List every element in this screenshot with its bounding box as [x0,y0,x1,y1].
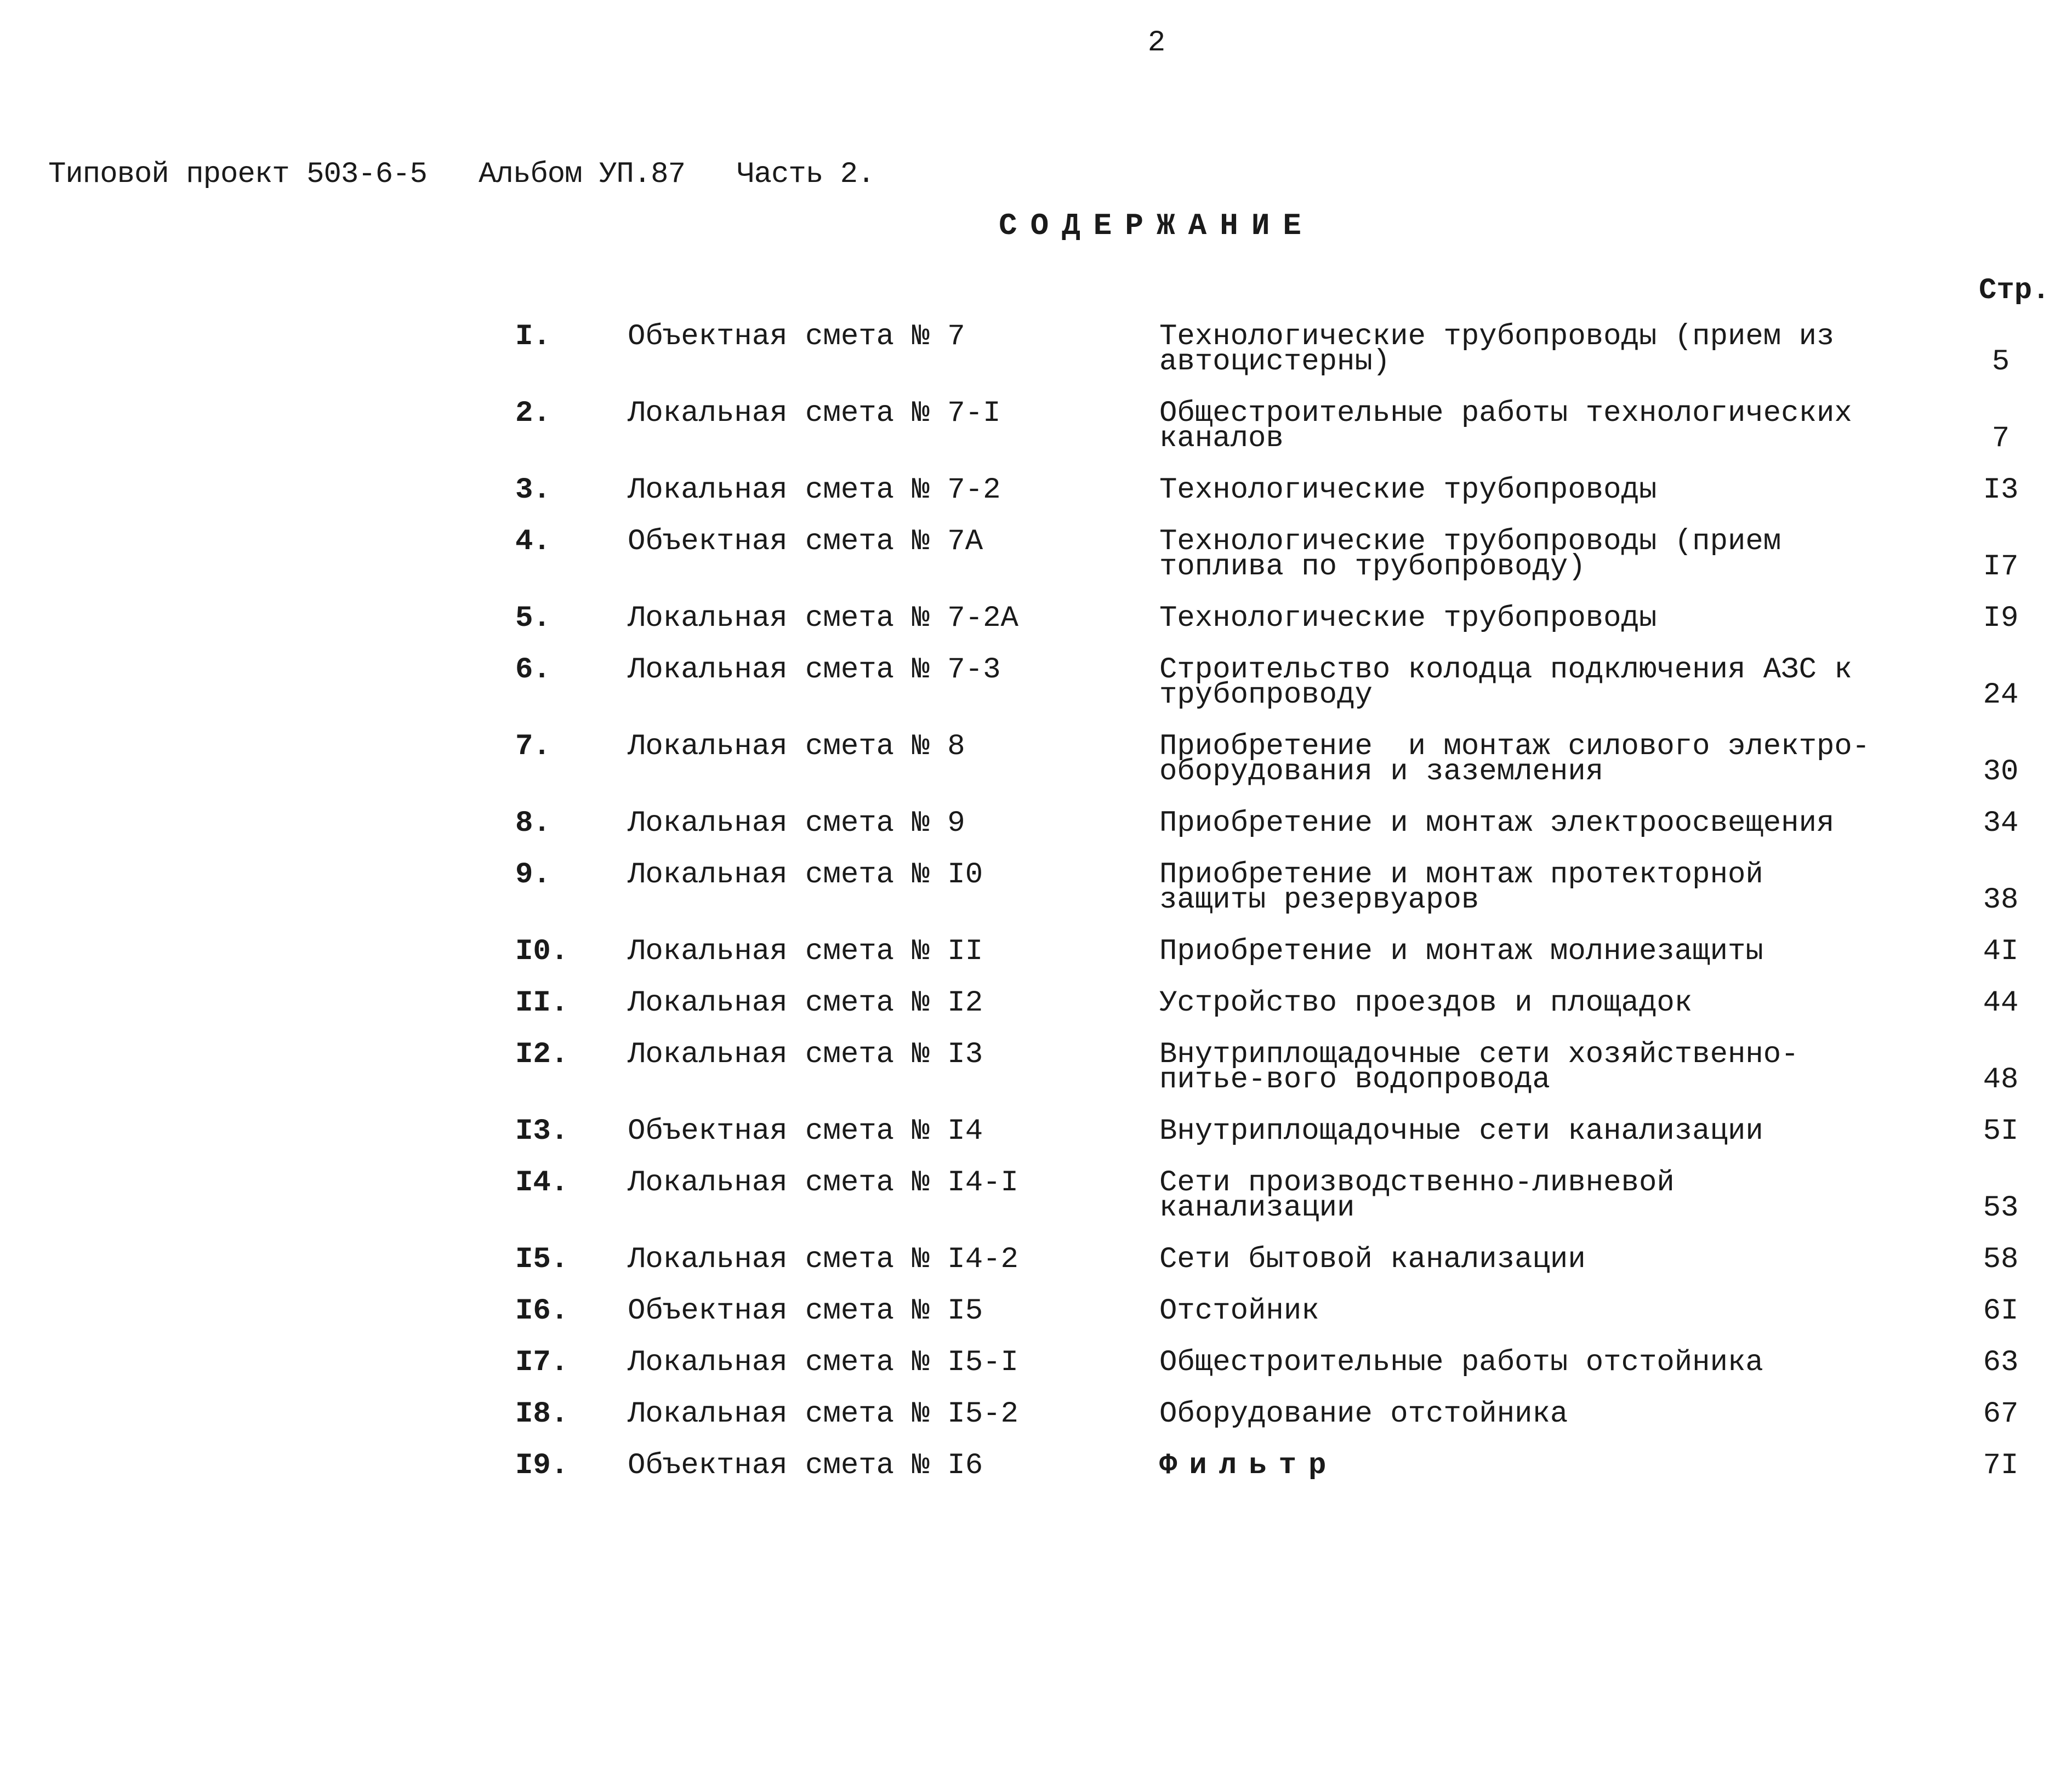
entry-description: Технологические трубопроводы [1159,602,1657,635]
entry-page-number: I3 [1983,473,2019,507]
entry-number: I8. [515,1397,569,1431]
entry-number: I4. [515,1166,569,1200]
entry-page-number: 53 [1983,1191,2019,1225]
entry-number: I3. [515,1115,569,1148]
entry-description: Приобретение и монтаж протекторной защиты резервуаров [1159,858,1781,917]
entry-number: I2. [515,1038,569,1071]
entry-number: I7. [515,1346,569,1379]
toc-entry [0,1397,2072,1431]
entry-page-number: 5 [1991,345,2010,379]
entry-description: Приобретение и монтаж молниезащиты [1159,935,1763,968]
page-number: 2 [1147,26,1166,60]
entry-page-number: 6I [1983,1294,2019,1328]
toc-entry [0,1166,2072,1225]
toc-entry [0,1449,2072,1482]
contents-title: СОДЕРЖАНИЕ [998,208,1315,243]
entry-description: Сети бытовой канализации [1159,1243,1586,1276]
estimate-name: Локальная смета № 9 [628,807,965,840]
toc-entry [0,320,2072,379]
toc-entry [0,858,2072,917]
estimate-name: Локальная смета № II [628,935,983,968]
estimate-name: Локальная смета № 8 [628,730,965,763]
entry-description: Общестроительные работы технологических каналов [1159,397,1870,455]
toc-entry [0,935,2072,968]
estimate-name: Локальная смета № I2 [628,986,983,1020]
entry-number: I9. [515,1449,569,1482]
entry-description: Внутриплощадочные сети хозяйственно-питье-вого водопровода [1159,1038,1799,1097]
entry-number: I0. [515,935,569,968]
estimate-name: Локальная смета № 7-3 [628,653,1001,687]
toc-entry [0,1294,2072,1328]
entry-number: I5. [515,1243,569,1276]
estimate-name: Локальная смета № I4-I [628,1166,1018,1200]
entry-page-number: 58 [1983,1243,2019,1276]
estimate-name: Объектная смета № 7А [628,525,983,558]
toc-entry [0,1346,2072,1379]
toc-entry [0,807,2072,840]
table-of-contents [0,320,2072,1505]
entry-description: Сети производственно-ливневой канализации [1159,1166,1693,1225]
entry-page-number: 44 [1983,986,2019,1020]
entry-page-number: 48 [1983,1063,2019,1097]
entry-number: I6. [515,1294,569,1328]
pages-column-header: Стр. [1979,274,2050,307]
toc-entry [0,730,2072,789]
toc-entry [0,1243,2072,1276]
entry-page-number: 30 [1983,755,2019,789]
entry-number: 8. [515,807,551,840]
estimate-name: Объектная смета № I4 [628,1115,983,1148]
estimate-name: Локальная смета № I4-2 [628,1243,1018,1276]
entry-description: Общестроительные работы отстойника [1159,1346,1763,1379]
estimate-name: Локальная смета № 7-2А [628,602,1018,635]
entry-page-number: 7I [1983,1449,2019,1482]
toc-entry [0,602,2072,635]
entry-page-number: 4I [1983,935,2019,968]
entry-page-number: 5I [1983,1115,2019,1148]
entry-number: 7. [515,730,551,763]
entry-description: Технологические трубопроводы (прием из автоцистерны) [1159,320,1852,379]
estimate-name: Объектная смета № 7 [628,320,965,353]
entry-page-number: 34 [1983,807,2019,840]
entry-description: Строительство колодца подключения АЗС к трубопроводу [1159,653,1870,712]
entry-number: 6. [515,653,551,687]
entry-page-number: I7 [1983,550,2019,584]
entry-page-number: 7 [1991,422,2010,455]
entry-number: 5. [515,602,551,635]
entry-number: 2. [515,397,551,430]
estimate-name: Локальная смета № 7-2 [628,473,1001,507]
entry-number: II. [515,986,569,1020]
entry-number: I. [515,320,551,353]
toc-entry [0,1115,2072,1148]
entry-page-number: 38 [1983,883,2019,917]
entry-description: Фильтр [1159,1449,1339,1482]
estimate-name: Локальная смета № I0 [628,858,983,892]
entry-page-number: 63 [1983,1346,2019,1379]
toc-entry [0,986,2072,1020]
toc-entry [0,1038,2072,1097]
entry-description: Отстойник [1159,1294,1319,1328]
toc-entry [0,473,2072,507]
entry-number: 9. [515,858,551,892]
estimate-name: Объектная смета № I6 [628,1449,983,1482]
estimate-name: Локальная смета № I5-2 [628,1397,1018,1431]
entry-description: Технологические трубопроводы (прием топлива по трубопроводу) [1159,525,1799,584]
entry-description: Оборудование отстойника [1159,1397,1568,1431]
entry-description: Устройство проездов и площадок [1159,986,1693,1020]
entry-description: Технологические трубопроводы [1159,473,1657,507]
entry-description: Приобретение и монтаж силового электро-оборудования и заземления [1159,730,1870,789]
entry-number: 3. [515,473,551,507]
toc-entry [0,525,2072,584]
toc-entry [0,653,2072,712]
toc-entry [0,397,2072,455]
estimate-name: Локальная смета № I3 [628,1038,983,1071]
entry-description: Внутриплощадочные сети канализации [1159,1115,1763,1148]
document-header: Типовой проект 503-6-5 Альбом УП.87 Часть 2. [48,158,875,191]
entry-page-number: I9 [1983,602,2019,635]
estimate-name: Локальная смета № I5-I [628,1346,1018,1379]
estimate-name: Локальная смета № 7-I [628,397,1001,430]
estimate-name: Объектная смета № I5 [628,1294,983,1328]
entry-page-number: 67 [1983,1397,2019,1431]
entry-page-number: 24 [1983,678,2019,712]
entry-number: 4. [515,525,551,558]
entry-description: Приобретение и монтаж электроосвещения [1159,807,1835,840]
